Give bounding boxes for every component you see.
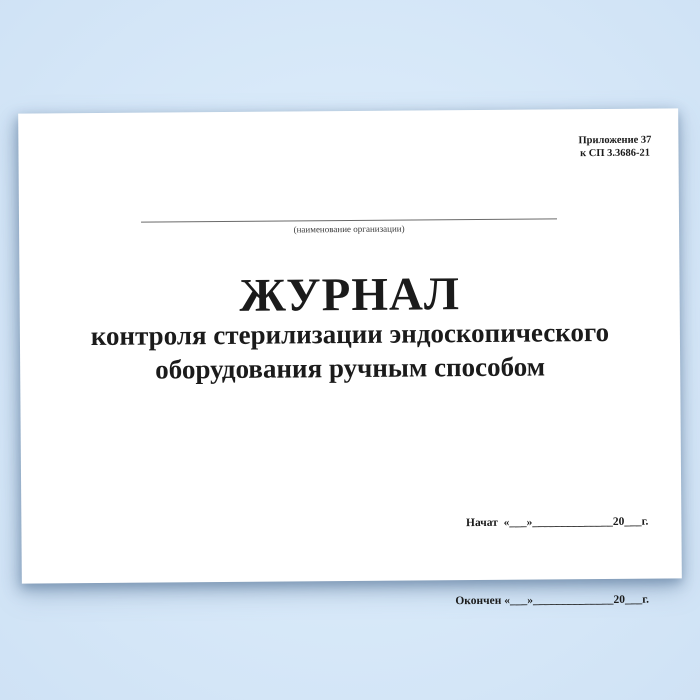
journal-title: ЖУРНАЛ xyxy=(239,268,461,322)
date-started-line: Начат «___»______________20___г. xyxy=(465,515,649,530)
journal-subtitle xyxy=(20,314,681,387)
journal-subtitle-line-1: контроля стерилизации эндоскопического xyxy=(90,316,610,352)
organization-name-caption: (наименование организации) xyxy=(293,223,405,235)
journal-subtitle-line-2: оборудования ручным способом xyxy=(155,351,546,385)
journal-dates-block xyxy=(454,457,649,667)
appendix-line-2: к СП 3.3686-21 xyxy=(580,147,651,160)
journal-cover-page xyxy=(18,108,682,608)
date-finished-line: Окончен «___»______________20___г. xyxy=(455,593,650,608)
appendix-line-1: Приложение 37 xyxy=(578,134,652,147)
appendix-reference xyxy=(578,134,651,161)
